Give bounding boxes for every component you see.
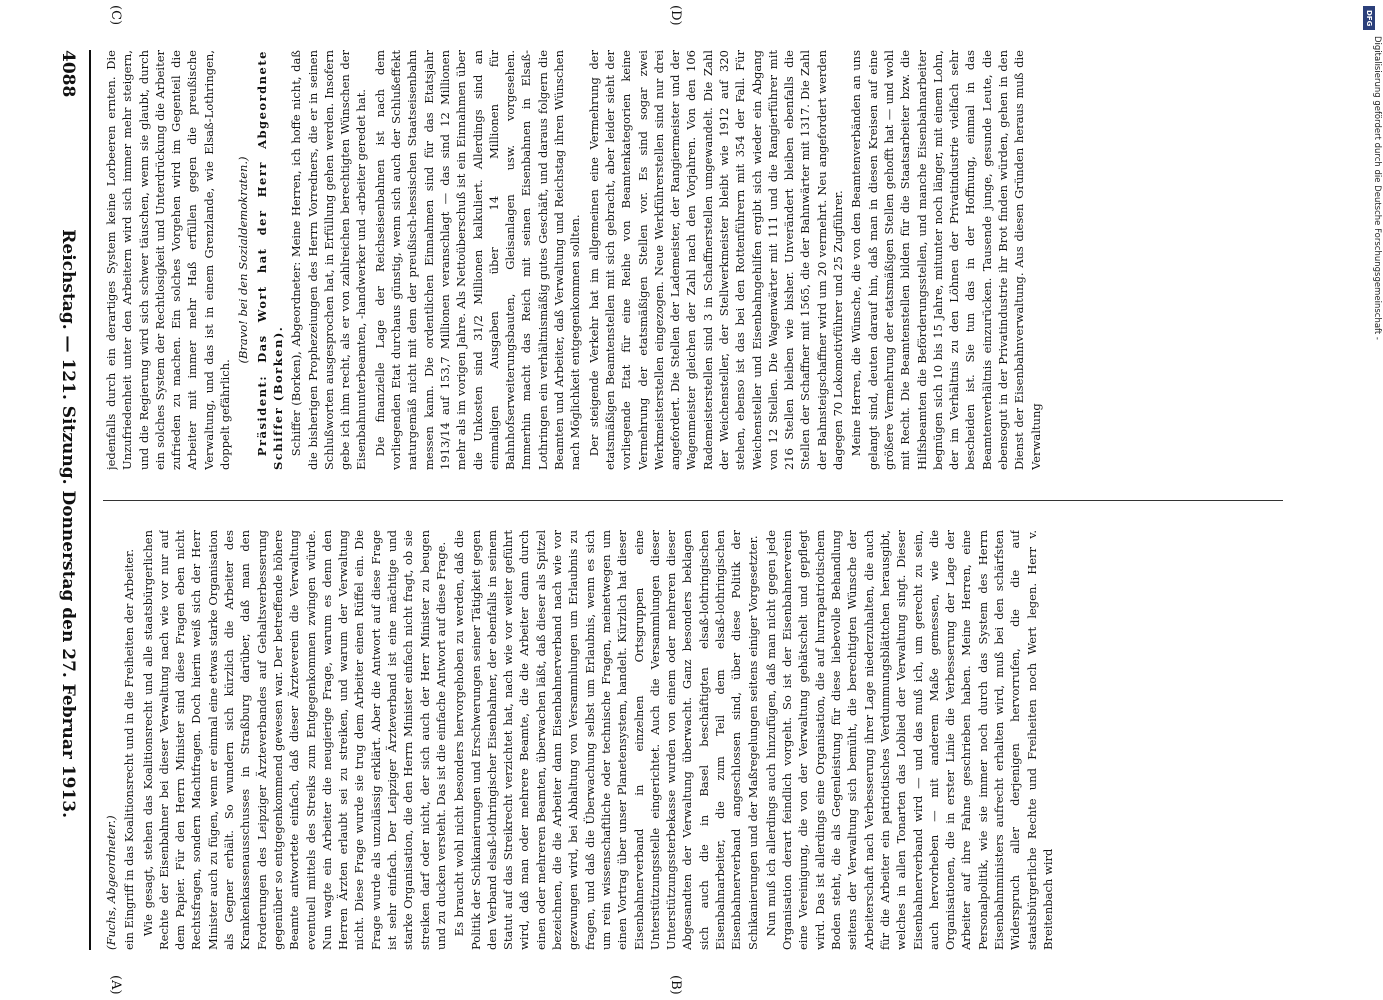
applause-note: (Bravo! bei den Sozialdemokraten.)	[236, 156, 251, 364]
marker-b: (B)	[668, 975, 683, 995]
paragraph: Die finanzielle Lage der Reichseisenbahnen ist nach dem vorliegenden Etat durchaus günstig, wenn sich auch der Schlußeffekt naturgemäß nicht mit dem der preußisch-hessischen Staatseisenbahn messen kann. Die ordentlichen Einnahmen sind für das Etatsjahr 1913/14 auf 153,7 Millionen veranschlagt — das sind 12 Millionen mehr als im vorigen Jahre. Als Nettoüberschuß ist ein Einnahmen über die Unkosten sind 31/2 Millionen kalkuliert. Allerdings sind an einmaligen Ausgaben über 14 Millionen für Bahnhofserweiterungsbauten, Gleisanlagen usw. vorgesehen. Immerhin macht das Reich mit seinen Eisenbahnen in Elsaß-Lothringen ein verhältnismäßig gutes Geschäft, und daraus folgern die Beamten und Arbeiter, daß Verwaltung und Reichstag ihren Wünschen nach Möglichkeit entgegenkommen sollten.	[372, 50, 583, 470]
paragraph: Es braucht wohl nicht besonders hervorgehoben zu werden, daß die Politik der Schikanierungen und Erschwerungen seiner Tätigkeit gegen den Verband elsaß-lothringischer Eisenbahner, der ebenfalls in seinem Statut auf das Streikrecht verzichtet hat, nach wie vor weiter geführt wird, daß man oder mehrere Beamte, die die Arbeiter dann durch einen oder mehreren Beamten, überwachen läßt, daß dieser als Spitzel bezeichnen, die die Arbeiter dann Eisenbahnerverband nach wie vor gezwungen wird, bei Abhaltung von Versammlungen um Erlaubnis zu fragen, und daß die Überwachung selbst um Erlaubnis, wenn es sich um rein wissenschaftliche oder technische Fragen, meinetwegen um einen Vortrag über unser Planetensystem, handelt. Kürzlich hat dieser Eisenbahnerverband in einzelnen Ortsgruppen eine Unterstützungsstelle eingerichtet. Auch die Versammlungen dieser Unterstützungssterbekasse wurden von einem oder mehreren dieser Abgesandten der Verwaltung überwacht. Ganz besonders beklagen sich auch die in Basel beschäftigten elsaß-lothringischen Eisenbahnarbeiter, die zum Teil dem elsaß-lothringischen Eisenbahnerverband angeschlossen sind, über diese Politik der Schikanierungen und der Maßregelungen seitens einiger Vorgesetzter.	[452, 530, 760, 950]
paragraph: ein Eingriff in das Koalitionsrecht und in die Freiheiten der Arbeiter.	[122, 549, 137, 950]
paragraph: Meine Herren, die Wünsche, die von den Beamtenverbänden an uns gelangt sind, deuten darauf hin, daß man in diesen Kreisen auf eine größere Vermehrung der etatsmäßigen Stellen gehofft hat — und wohl mit Recht. Die Beamtenstellen bilden für die Staatsarbeiter bzw. die Hilfsbeamten die Beförderungsstellen, und manche Eisenbahnarbeiter begnügen sich 10 bis 15 Jahre, mitunter noch länger, mit einem Lohn, der im Verhältnis zu den Löhnen der Privatindustrie vielfach sehr bescheiden ist. Sie tun das in der Hoffnung, einmal in das Beamtenverhältnis einzurücken. Tausende junge, gesunde Leute, die ebensogut in der Privatindustrie ihr Brot finden würden, gehen in den Dienst der Eisenbahnverwaltung. Aus diesen Gründen heraus muß die Verwaltung	[849, 50, 1043, 470]
left-column	[103, 530, 1283, 950]
paragraph: Schiffer (Borken), Abgeordneter: Meine Herren, ich hoffe nicht, daß die bisherigen Prophezeiungen des Herrn Vorredners, die er in seinen Schlußworten ausgesprochen hat, in Erfüllung gehen werden. Insofern gebe ich ihm recht, als er von zahlreichen berechtigten Wünschen der Eisenbahnunterbeamten, -handwerker und -arbeiter geredet hat.	[289, 50, 369, 470]
digitization-credit: Digitalisierung gefördert durch die Deutsche Forschungsgemeinschaft -	[1372, 36, 1382, 340]
paragraph: jedenfalls durch ein derartiges System keine Lorbeeren ernten. Die Unzufriedenheit unter den Arbeitern wird sich immer mehr steigern, und die Regierung wird sich schwer täuschen, wenn sie glaubt, durch ein solches System der Rechtlosigkeit und Unterdrückung die Arbeiter zufrieden zu machen. Ein solches Vorgehen wird im Gegenteil die Arbeiter mit immer mehr Haß erfüllen gegen die preußische Verwaltung, und das ist in einem Grenzlande, wie Elsaß-Lothringen, doppelt gefährlich.	[104, 50, 233, 470]
page-header	[53, 50, 83, 950]
marker-a: (A)	[108, 975, 123, 995]
column-divider	[103, 500, 1283, 501]
dfg-logo: DFG	[1363, 6, 1375, 30]
paragraph: Nun muß ich allerdings auch hinzufügen, daß man nicht gegen jede Organisation derart feindlich vorgeht. So ist der Eisenbahnerverein eine Vereinigung, die von der Verwaltung gehätschelt und gepflegt wird. Das ist allerdings eine Organisation, die auf hurrapatriotischem Boden steht, die als Gegenleistung für diese liebevolle Behandlung seitens der Verwaltung sich bemüht, die berechtigten Wünsche der Arbeiterschaft nach Verbesserung ihrer Lage niederzuhalten, die auch für die Arbeiter ein patriotisches Verdummungsblättchen herausgibt, welches in allen Tonarten das Loblied der Verwaltung singt. Dieser Eisenbahnerverband wird — und das muß ich, um gerecht zu sein, auch hervorheben — mit anderem Maße gemessen, wie die Organisationen, die in erster Linie die Verbesserung der Lage der Arbeiter auf ihre Fahne geschrieben haben. Meine Herren, eine Personalpolitik, wie sie immer noch durch das System des Herrn Eisenbahnministers aufrecht erhalten wird, muß bei den schärfsten Widerspruch aller derjenigen hervorrufen, die die auf staatsbürgerliche Rechte und Freiheiten noch Wert legen. Herr v. Breitenbach wird	[763, 530, 1055, 950]
president-remark: Präsident: Das Wort hat der Herr Abgeordnete Schiffer (Borken).	[254, 50, 285, 470]
paragraph: Der steigende Verkehr hat im allgemeinen eine Vermehrung der etatsmäßigen Beamtenstellen mit sich gebracht, aber leider sieht der vorliegende Etat für eine Reihe von Beamtenkategorien keine Vermehrung der etatsmäßigen Stellen vor. Es sind sogar zwei Werkmeisterstellen eingezogen. Neue Werkführerstellen sind nur drei angefordert. Die Stellen der Lademeister, der Rangiermeister und der Wagenmeister gleichen der Zahl nach den Vorjahren. Von den 106 Rademeisterstellen sind 3 in Schaffnerstellen umgewandelt. Die Zahl der Weichensteller, der Stellwerkmeister bleibt wie 1912 auf 320 stehen, ebenso ist das bei den Rottenführern mit 354 der Fall. Für Weichensteller und Eisenbahngehilfen ergibt sich wieder ein Abgang von 12 Stellen. Die Wagenwärter mit 111 und die Rangierführer mit 216 Stellen bleiben wie bisher. Unverändert bleiben ebenfalls die Stellen der Schaffner mit 1565, die der Bahnwärter mit 1317. Die Zahl der Bahnsteigschaffner wird um 20 vermehrt. Neu angefordert werden dagegen 70 Lokomotivführer und 25 Zugführer.	[586, 50, 846, 470]
right-column	[103, 50, 1283, 470]
header-rule	[89, 50, 91, 950]
speaker-tag: (Fuchs, Abgeordneter.)	[104, 815, 118, 950]
page-number: 4088	[58, 50, 78, 98]
marker-d: (D)	[668, 5, 683, 26]
marker-c: (C)	[108, 5, 123, 26]
page-title: Reichstag. — 121. Sitzung. Donnerstag den 27. Februar 1913.	[58, 229, 78, 819]
paragraph: Wie gesagt, stehen das Koalitionsrecht und alle staatsbürgerlichen Rechte der Eisenbahner bei dieser Verwaltung nach wie vor nur auf dem Papier. Für den Herrn Minister sind diese Fragen eben nicht Rechtsfragen, sondern Machtfragen. Doch hierin weiß sich der Herr Minister auch zu fügen, wenn er einmal eine etwas starke Organisation als Gegner erhält. So wundern sich kürzlich die Arbeiter des Krankenkassenausschusses in Straßburg darüber, daß man den Forderungen des Leipziger Ärzteverbandes auf Gehaltsverbesserung gegenüber so entgegenkommend gewesen war. Der betreffende höhere Beamte antwortete einfach, daß dieser Ärzteverein die Verwaltung eventuell mittels des Streiks zum Entgegenkommen zwingen würde. Nun wagte ein Arbeiter die neugierige Frage, warum es denn den Herren Ärzten erlaubt sei zu streiken, und warum der Verwaltung nicht. Diese Frage wurde sie trug dem Arbeiter einen Rüffel ein. Die Frage wurde als unzulässig erklärt. Aber die Antwort auf diese Frage ist sehr einfach. Der Leipziger Ärzteverband ist eine mächtige und starke Organisation, die den Herrn Minister einfach nicht fragt, ob sie streiken darf oder nicht, der sich auch der Herr Minister zu beugen und zu ducken versteht. Das ist die einfache Antwort auf diese Frage.	[140, 530, 448, 950]
